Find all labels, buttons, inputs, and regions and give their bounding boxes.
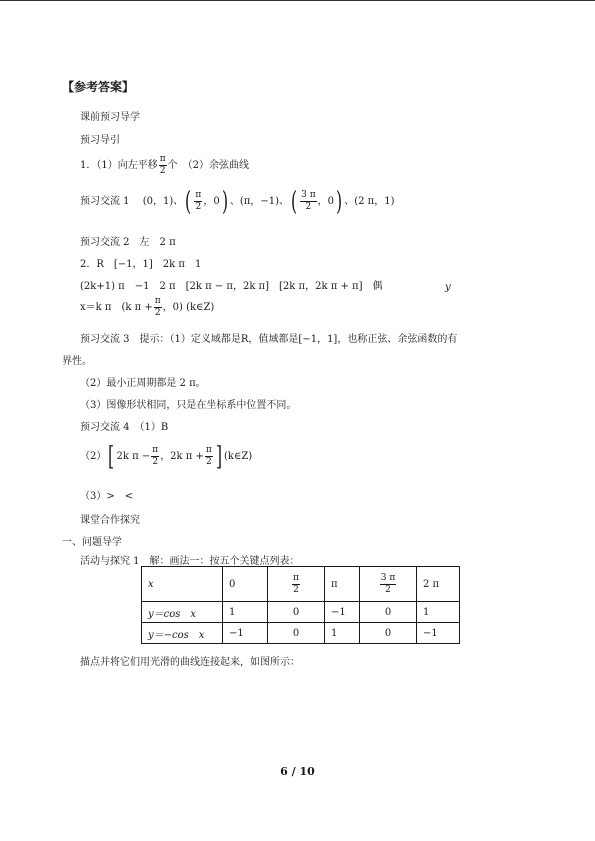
text: 个 （2）余弦曲线: [167, 160, 250, 171]
line-classroom-coop: 课堂合作探究: [80, 515, 140, 526]
table-row: [142, 567, 460, 602]
table-cell: −1: [325, 602, 360, 623]
line-problem-guide: 一、问题导学: [62, 537, 122, 548]
table-cell: [268, 567, 325, 602]
fraction-numerator: π: [152, 445, 159, 455]
line-preview-intro: 预习导引: [80, 135, 120, 146]
line-interval: [80, 442, 252, 472]
fraction-numerator: 3 π: [301, 190, 316, 200]
table-cell: 0: [360, 602, 417, 623]
right-bracket: ]: [215, 441, 222, 472]
table-label-cos: y＝cos x: [142, 602, 223, 623]
line-preview-guide: 课前预习导学: [80, 112, 140, 123]
table-cell: 0: [268, 602, 325, 623]
line-exchange-1: [80, 188, 394, 216]
line-item-1: [80, 154, 249, 178]
line-shape: （3）图像形状相同，只是在坐标系中位置不同。: [80, 400, 297, 411]
fraction-denominator: 2: [159, 166, 166, 176]
right-paren: ): [221, 186, 228, 217]
table-cell: π: [325, 567, 360, 602]
table-cell: 1: [223, 602, 268, 623]
fraction-numerator: π: [293, 572, 299, 583]
fraction-numerator: π: [205, 445, 212, 455]
right-paren: ): [336, 186, 343, 217]
table-cell: 0: [223, 567, 268, 602]
text: ，0: [317, 196, 335, 207]
text: x＝k π (k π +: [80, 302, 153, 313]
line-period-values: [80, 280, 451, 293]
section-title: 【参考答案】: [62, 80, 135, 94]
fraction-numerator: π: [159, 154, 166, 164]
fraction: [292, 573, 300, 596]
fraction-denominator: 2: [195, 202, 202, 212]
fraction: [194, 190, 202, 213]
fraction-numerator: 3 π: [380, 572, 396, 583]
line-item-2: 2．R [−1，1] 2k π 1: [80, 259, 202, 270]
fraction: [380, 573, 397, 596]
fraction-numerator: π: [195, 190, 202, 200]
line-plot-instructions: 描点并将它们用光滑的曲线连接起来，如图所示：: [80, 657, 300, 668]
table-cell: 2 π: [417, 567, 460, 602]
fraction-denominator: 2: [385, 584, 391, 595]
text: 、(2 π，1): [344, 196, 395, 207]
table-cell: 0: [268, 623, 325, 644]
fraction-denominator: 2: [305, 202, 312, 212]
fraction-numerator: π: [154, 296, 161, 306]
fraction-denominator: 2: [154, 308, 161, 318]
text-y: y: [445, 282, 451, 293]
key-points-table: [141, 566, 460, 644]
label: 预习交流 1: [80, 196, 130, 207]
fraction: [154, 296, 162, 319]
table-row: [142, 623, 460, 644]
table-cell: 0: [360, 623, 417, 644]
text: (2k+1) π −1 2 π [2k π − π，2k π] [2k π，2k π + π] 偶: [80, 281, 383, 292]
line-exchange-4: 预习交流 4 （1）B: [80, 422, 169, 433]
table-row: [142, 602, 460, 623]
table-cell: −1: [417, 623, 460, 644]
line-axis-values: [80, 295, 214, 321]
table-label-neg-cos: y＝−cos x: [142, 623, 223, 644]
line-exchange-2: 预习交流 2 左 2 π: [80, 237, 176, 248]
table-cell: 1: [417, 602, 460, 623]
text: （2）: [80, 451, 107, 462]
line-boundedness: 界性。: [62, 356, 92, 367]
table-cell: 1: [325, 623, 360, 644]
fraction-pi-over-2: [159, 154, 167, 177]
table-cell: [360, 567, 417, 602]
line-period: （2）最小正周期都是 2 π。: [80, 378, 206, 389]
line-exchange-3: 预习交流 3 提示：（1）定义域都是R，值域都是[−1，1]，也称正弦、余弦函数的有: [80, 334, 458, 345]
text: ，0) (k∈Z): [162, 302, 215, 313]
text: (k∈Z): [224, 451, 253, 462]
text: ，2k π +: [160, 451, 204, 462]
text: 2k π −: [116, 451, 151, 462]
text: (0，1)、: [142, 196, 184, 207]
top-border-line: [0, 0, 595, 1]
text: ，0: [203, 196, 220, 207]
left-paren: (: [291, 186, 298, 217]
left-paren: (: [185, 186, 192, 217]
fraction-denominator: 2: [206, 457, 212, 467]
fraction: [151, 445, 159, 468]
left-bracket: [: [108, 441, 115, 472]
table-cell: −1: [223, 623, 268, 644]
fraction-denominator: 2: [152, 457, 159, 467]
fraction: [205, 445, 213, 468]
fraction-denominator: 2: [293, 584, 299, 595]
page-number: 6 / 10: [280, 765, 315, 778]
text: 、(π，−1)、: [229, 196, 289, 207]
text: 1．（1）向左平移: [80, 160, 158, 171]
line-comparison: （3）> <: [80, 491, 134, 502]
table-header-x: x: [142, 567, 223, 602]
fraction: [300, 190, 317, 213]
line-activity-1: 活动与探究 1 解：画法一：按五个关键点列表：: [80, 556, 300, 567]
